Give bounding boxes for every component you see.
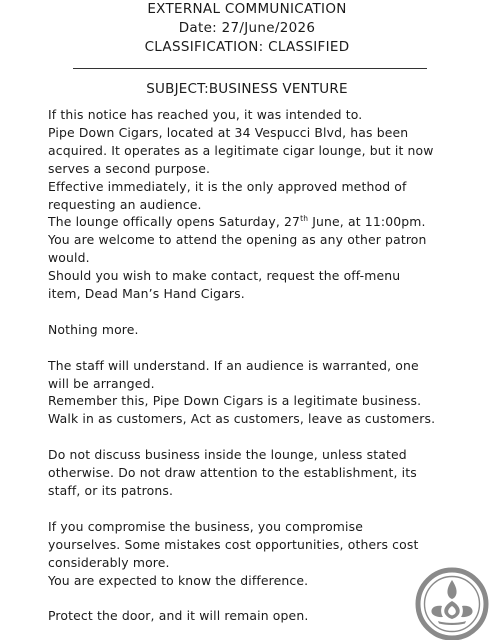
body-line: will be arranged. bbox=[48, 375, 155, 391]
body-line: You are expected to know the difference. bbox=[48, 572, 309, 588]
body-line: considerably more. bbox=[48, 554, 170, 570]
body-line: yourselves. Some mistakes cost opportunities, others cost bbox=[48, 536, 419, 552]
body-line: staff, or its patrons. bbox=[48, 482, 174, 498]
body-line: Remember this, Pipe Down Cigars is a legitimate business. bbox=[48, 393, 422, 409]
paragraph-gap bbox=[48, 303, 478, 321]
body-line: Nothing more. bbox=[48, 321, 139, 337]
opening-time-text: June, at 11:00pm. bbox=[308, 214, 426, 230]
paragraph-gap bbox=[48, 500, 478, 518]
body-line: Pipe Down Cigars, located at 34 Vespucci Blvd, has been bbox=[48, 124, 409, 140]
body-line: You are welcome to attend the opening as any other patron bbox=[48, 232, 427, 248]
paragraph-gap bbox=[48, 339, 478, 357]
body-line: The staff will understand. If an audience is warranted, one bbox=[48, 357, 419, 373]
subject-line: SUBJECT:BUSINESS VENTURE bbox=[146, 81, 348, 97]
body-line: Should you wish to make contact, request the off-menu bbox=[48, 268, 401, 284]
paragraph-gap bbox=[48, 428, 478, 446]
opening-date-text: The lounge offically opens Saturday, 27 bbox=[48, 214, 301, 230]
body-line: would. bbox=[48, 250, 90, 266]
lotus-flame-seal-icon bbox=[412, 564, 492, 640]
body-line: If you compromise the business, you compromise bbox=[48, 518, 364, 534]
header-classification: CLASSIFICATION: CLASSIFIED bbox=[144, 39, 350, 55]
document-body bbox=[48, 106, 478, 625]
body-line: Protect the door, and it will remain open. bbox=[48, 608, 309, 624]
ordinal-suffix: th bbox=[300, 214, 309, 224]
body-line: requesting an audience. bbox=[48, 196, 202, 212]
body-line: otherwise. Do not draw attention to the establishment, its bbox=[48, 465, 417, 481]
body-line: Do not discuss business inside the lounge, unless stated bbox=[48, 447, 407, 463]
body-line: Effective immediately, it is the only approved method of bbox=[48, 178, 407, 194]
body-line: If this notice has reached you, it was intended to. bbox=[48, 107, 363, 122]
body-line: serves a second purpose. bbox=[48, 160, 211, 176]
header-title: EXTERNAL COMMUNICATION bbox=[147, 1, 347, 17]
header-date: Date: 27/June/2026 bbox=[178, 20, 316, 36]
body-line: item, Dead Man’s Hand Cigars. bbox=[48, 286, 245, 302]
document-header bbox=[0, 0, 494, 57]
body-line-opening-date bbox=[48, 213, 478, 231]
body-line: Walk in as customers, Act as customers, leave as customers. bbox=[48, 411, 436, 427]
body-line: acquired. It operates as a legitimate cigar lounge, but it now bbox=[48, 142, 434, 158]
header-divider bbox=[73, 68, 427, 69]
